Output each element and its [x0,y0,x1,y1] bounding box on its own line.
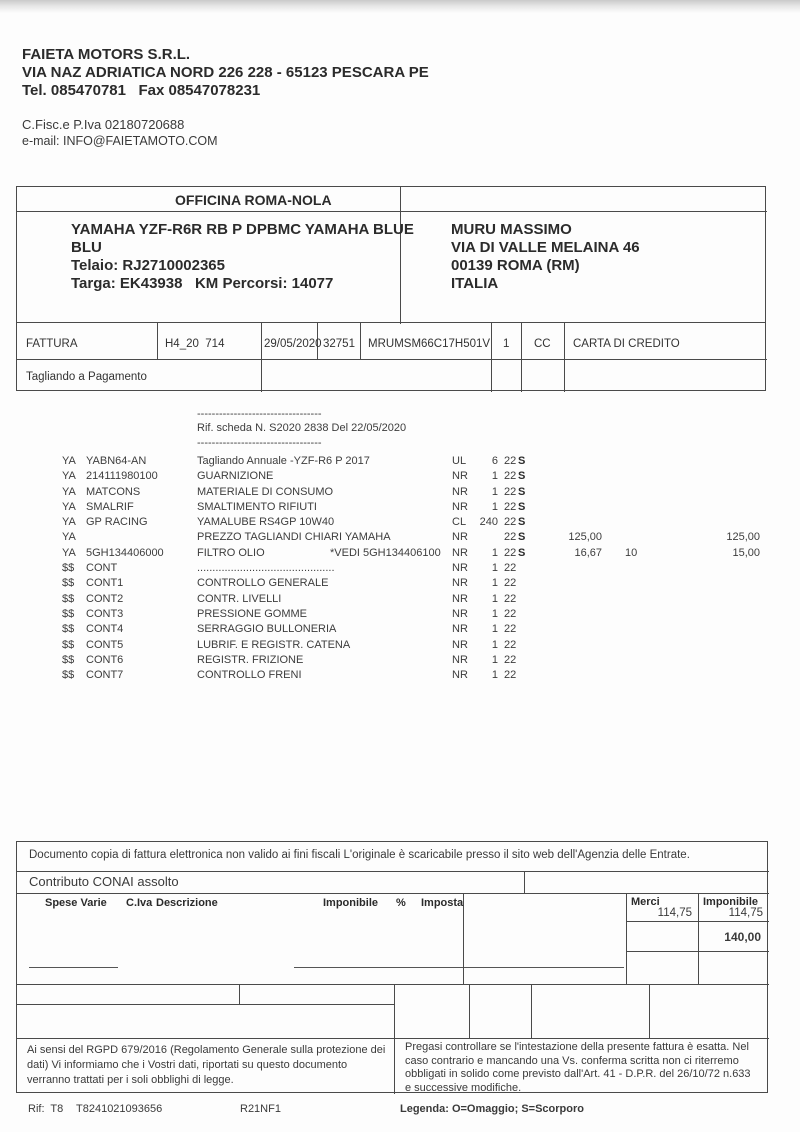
line-item-row [0,454,800,469]
item-code: YABN64-AN [86,455,147,467]
col-header-imponibile: Imponibile [323,897,378,909]
item-code: CONT2 [86,592,124,605]
item-vat-code: 22 [504,562,517,575]
band-divider [17,1038,769,1039]
item-scorporo-flag: S [518,516,526,529]
item-price: 16,67 [574,546,602,559]
invoice-total: 140,00 [724,930,761,944]
invoice-header-table [16,322,766,391]
item-price: 125,00 [568,531,602,544]
item-code: 5GH134406000 [86,546,164,559]
item-unit: NR [452,592,468,605]
item-prefix: $$ [62,623,75,636]
col-header-percent: % [396,897,406,909]
company-phones: Tel. 085470781 Fax 08547078231 [22,82,261,99]
item-prefix: $$ [62,607,75,620]
item-description: GUARNIZIONE [197,470,274,483]
item-scorporo-flag: S [518,546,526,559]
item-prefix: $$ [62,669,75,682]
cell-divider [360,323,361,359]
cell-divider [157,323,158,359]
vehicle-name-line1: YAMAHA YZF-R6R RB P DPBMC YAMAHA BLUE [71,221,414,238]
line-items [0,454,800,683]
item-vat-code: 22 [504,638,517,651]
company-fiscal-code: C.Fisc.e P.Iva 02180720688 [22,117,185,132]
item-scorporo-flag: S [518,470,526,483]
line-item-row [0,592,800,607]
vehicle-plate-km: Targa: EK43938 KM Percorsi: 14077 [71,275,334,292]
line-item-row [0,576,800,591]
item-quantity: 1 [491,623,498,636]
item-quantity: 1 [491,592,498,605]
item-prefix: YA [62,500,76,513]
copies-count: 1 [503,338,510,350]
col-header-civa: C.Iva [126,897,153,909]
customer-name: MURU MASSIMO [451,221,572,238]
merci-label: Merci [631,896,660,908]
item-vat-code: 22 [504,546,517,559]
band-divider [17,984,769,985]
workshop-title: OFFICINA ROMA-NOLA [175,192,332,208]
line-item-row [0,469,800,484]
item-vat-code: 22 [504,500,517,513]
company-name: FAIETA MOTORS S.R.L. [22,46,191,63]
item-vat-code: 22 [504,485,517,498]
scan-artifact-top [0,0,800,13]
item-unit: CL [452,516,467,529]
item-unit: NR [452,577,468,590]
cell-divider [564,323,565,392]
col-header-spese-varie: Spese Varie [45,897,107,909]
col-header-imposta: Imposta [421,897,464,909]
merci-value: 114,75 [657,907,692,919]
footer-ref2: R21NF1 [240,1103,281,1115]
item-description: CONTROLLO FRENI [197,669,302,682]
item-unit: NR [452,669,468,682]
item-description: SMALTIMENTO RIFIUTI [197,500,317,513]
row-divider [17,359,767,360]
item-code: CONT6 [86,653,124,666]
doc-code: H4_20 714 [165,338,225,350]
customer-country: ITALIA [451,275,499,292]
conai-divider [524,871,525,893]
item-code: MATCONS [86,485,141,498]
customer-tax-code: MRUMSM66C17H501V [368,338,491,350]
item-quantity: 1 [491,653,498,666]
item-total: 15,00 [732,546,760,559]
item-quantity: 1 [491,577,498,590]
item-description: PRESSIONE GOMME [197,607,308,620]
item-description: PREZZO TAGLIANDI CHIARI YAMAHA [197,531,391,544]
privacy-notice: Ai sensi del RGPD 679/2016 (Regolamento Generale sulla protezione dei dati) Vi informiamo che i Vostri dati, riportati su questo documento verranno trattati per i soli obblighi di legge. [27,1044,386,1086]
item-unit: NR [452,562,468,575]
item-vat-code: 22 [504,516,517,529]
item-note: *VEDI 5GH134406100 [330,546,441,559]
verification-notice: Pregasi controllare se l'intestazione della presente fattura è esatta. Nel caso contrario e mancando una Vs. conferma scritta non ci riterremo obbligati in solido come previsto dall'Art. 41 - D.P.R. del 26/10/72 n.633 e successive modifiche. [405,1041,751,1094]
item-quantity: 1 [491,485,498,498]
vehicle-customer-box [16,186,766,323]
item-prefix: YA [62,516,76,529]
item-quantity: 1 [491,638,498,651]
item-unit: UL [452,455,467,467]
item-code: CONT5 [86,638,124,651]
payment-code: CC [534,338,551,350]
item-unit: NR [452,485,468,498]
item-description: YAMALUBE RS4GP 10W40 [197,516,335,529]
band-divider [17,871,769,872]
item-code: CONT [86,562,118,575]
item-description: CONTR. LIVELLI [197,592,282,605]
imponibile-value: 114,75 [728,907,763,919]
item-discount: 10 [625,546,638,559]
item-description: SERRAGGIO BULLONERIA [197,623,337,636]
payment-description: CARTA DI CREDITO [573,338,680,350]
vehicle-name-line2: BLU [71,239,102,256]
line-item-row [0,622,800,637]
item-description: MATERIALE DI CONSUMO [197,485,334,498]
cell-divider [649,984,650,1038]
item-unit: NR [452,623,468,636]
item-prefix: YA [62,485,76,498]
line-item-row [0,500,800,515]
item-total: 125,00 [726,531,760,544]
footer-code: T8241021093656 [76,1103,163,1115]
item-prefix: $$ [62,653,75,666]
header-row-divider [17,211,767,212]
item-vat-code: 22 [504,531,517,544]
line-item-row [0,485,800,500]
summary-table [16,841,768,1093]
work-sheet-reference: Rif. scheda N. S2020 2838 Del 22/05/2020 [197,422,407,434]
cell-divider [531,984,532,1038]
item-prefix: YA [62,546,76,559]
footer-legend: Legenda: O=Omaggio; S=Scorporo [400,1103,584,1115]
item-quantity: 1 [491,500,498,513]
item-vat-code: 22 [504,470,517,483]
item-quantity: 6 [491,455,498,467]
item-prefix: YA [62,531,76,544]
item-vat-code: 22 [504,577,517,590]
line-item-row [0,530,800,545]
line-item-row [0,607,800,622]
company-email: e-mail: INFO@FAIETAMOTO.COM [22,134,218,148]
item-code: 214111980100 [86,470,158,483]
item-code: SMALRIF [86,500,134,513]
item-quantity: 1 [491,607,498,620]
line-item-row [0,638,800,653]
item-description: REGISTR. FRIZIONE [197,653,304,666]
item-prefix: YA [62,470,76,483]
item-vat-code: 22 [504,623,517,636]
item-vat-code: 22 [504,653,517,666]
item-code: CONT7 [86,669,124,682]
line-item-row [0,561,800,576]
item-unit: NR [452,638,468,651]
items-separator-bottom: ---------------------------------- [197,437,322,449]
customer-street: VIA DI VALLE MELAINA 46 [451,239,640,256]
blank-line [29,967,118,968]
item-vat-code: 22 [504,669,517,682]
item-scorporo-flag: S [518,531,526,544]
cell-divider [239,984,240,1004]
item-code: CONT3 [86,607,124,620]
item-vat-code: 22 [504,455,517,467]
item-quantity: 1 [491,470,498,483]
item-vat-code: 22 [504,592,517,605]
item-unit: NR [452,607,468,620]
item-unit: NR [452,531,468,544]
item-code: CONT4 [86,623,124,636]
cell-divider [261,323,262,392]
cell-divider [394,984,395,1094]
imponibile-label: Imponibile [703,896,758,908]
cell-divider [521,323,522,392]
item-scorporo-flag: S [518,485,526,498]
invoice-note: Tagliando a Pagamento [26,371,147,383]
item-quantity: 1 [491,546,498,559]
item-description: LUBRIF. E REGISTR. CATENA [197,638,351,651]
item-vat-code: 22 [504,607,517,620]
col-header-descrizione: Descrizione [156,897,218,909]
line-item-row [0,515,800,530]
e-invoice-notice: Documento copia di fattura elettronica non valido ai fini fiscali L'originale è scaricabile presso il sito web dell'Agenzia delle Entrate. [29,849,690,861]
item-prefix: $$ [62,577,75,590]
column-divider [400,187,401,324]
item-unit: NR [452,546,468,559]
items-separator-top: ---------------------------------- [197,408,322,420]
doc-date: 29/05/2020 [264,338,322,350]
item-prefix: YA [62,455,76,467]
item-scorporo-flag: S [518,500,526,513]
line-item-row [0,546,800,561]
cell-divider [491,323,492,392]
line-item-row [0,668,800,683]
item-unit: NR [452,470,468,483]
doc-number: 32751 [323,338,355,350]
conai-notice: Contributo CONAI assolto [29,874,179,889]
item-quantity: 1 [491,669,498,682]
line-item-row [0,653,800,668]
blank-line [294,967,624,968]
item-description: Tagliando Annuale -YZF-R6 P 2017 [197,455,370,467]
vehicle-chassis: Telaio: RJ2710002365 [71,257,225,274]
item-description: FILTRO OLIO [197,546,265,559]
item-prefix: $$ [62,592,75,605]
item-quantity: 240 [479,516,498,529]
item-code: CONT1 [86,577,124,590]
band-divider [17,893,769,894]
item-quantity: 1 [491,562,498,575]
doc-type: FATTURA [26,338,78,350]
item-description: ............................................. [197,562,335,575]
footer-rif: Rif: T8 [28,1103,64,1115]
item-scorporo-flag: S [518,455,526,467]
item-code: GP RACING [86,516,148,529]
item-unit: NR [452,653,468,666]
item-description: CONTROLLO GENERALE [197,577,329,590]
band-divider [17,1004,394,1005]
cell-divider [469,984,470,1038]
item-prefix: $$ [62,562,75,575]
item-prefix: $$ [62,638,75,651]
customer-city: 00139 ROMA (RM) [451,257,580,274]
item-unit: NR [452,500,468,513]
company-address: VIA NAZ ADRIATICA NORD 226 228 - 65123 PESCARA PE [22,64,429,81]
